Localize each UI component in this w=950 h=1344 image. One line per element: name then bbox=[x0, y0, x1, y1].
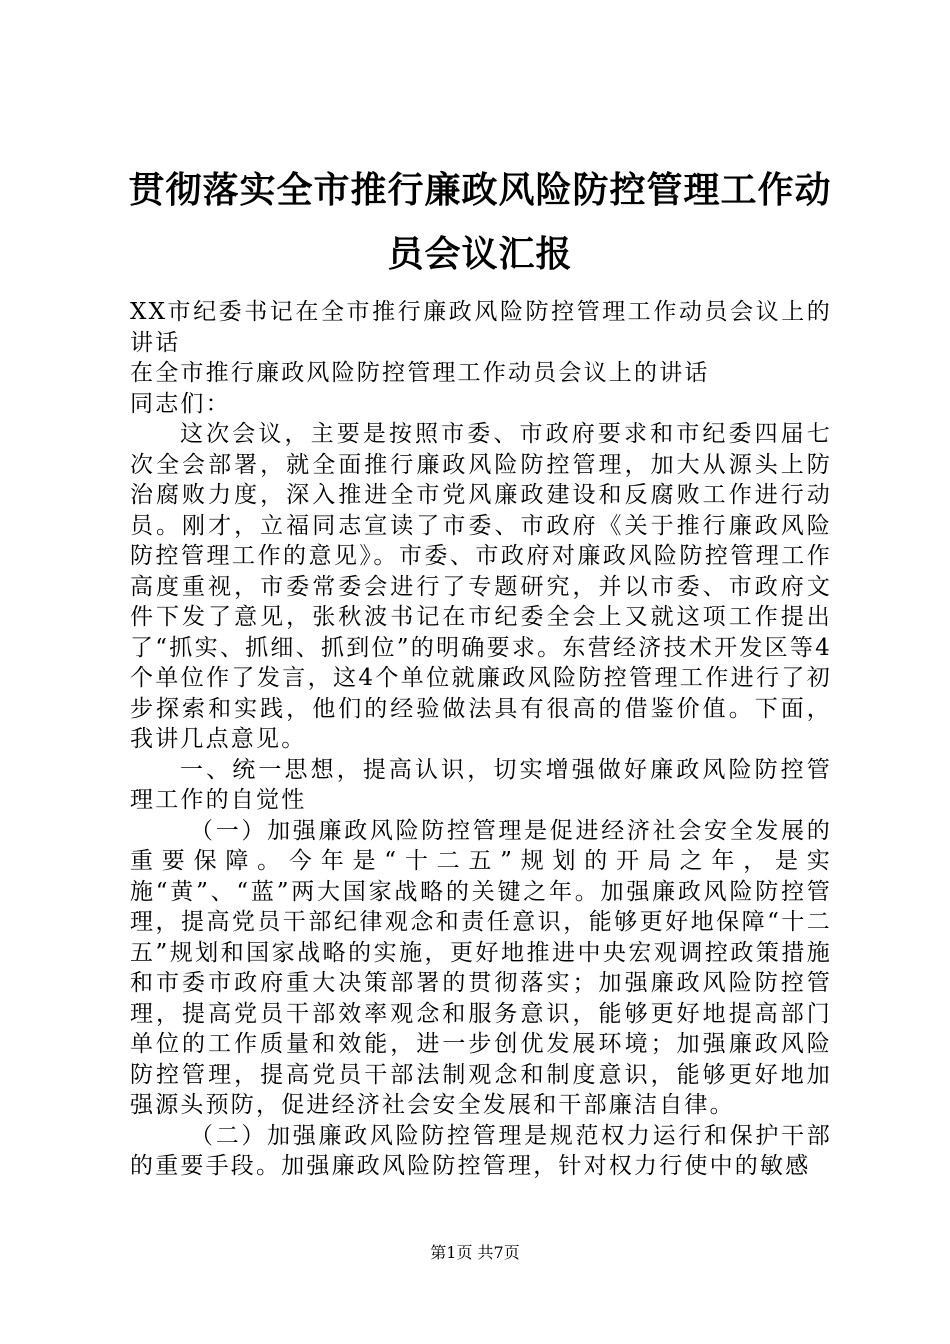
speech-heading: XX市纪委书记在全市推行廉政风险防控管理工作动员会议上的讲话 bbox=[130, 299, 832, 356]
paragraph-point-1: （一）加强廉政风险防控管理是促进经济社会安全发展的重要保障。今年是“十二五”规划的开局之年，是实施“黄”、“蓝”两大国家战略的关键之年。加强廉政风险防控管理，提高党员干部纪律观念和责任意识，能够更好地保障“十二五”规划和国家战略的实施，更好地推进中央宏观调控政策措施和市委市政府重大决策部署的贯彻落实；加强廉政风险防控管理，提高党员干部效率观念和服务意识，能够更好地提高部门单位的工作质量和效能，进一步创优发展环境；加强廉政风险防控管理，提高党员干部法制观念和制度意识，能够更好地加强源头预防，促进经济社会安全发展和干部廉洁自律。 bbox=[130, 817, 832, 1118]
page-footer: 第1页 共7页 bbox=[430, 1243, 520, 1262]
paragraph-intro: 这次会议，主要是按照市委、市政府要求和市纪委四届七次全会部署，就全面推行廉政风险防控管理，加大从源头上防治腐败力度，深入推进全市党风廉政建设和反腐败工作进行动员。刚才，立福同志宣读了市委、市政府《关于推行廉政风险防控管理工作的意见》。市委、市政府对廉政风险防控管理工作高度重视，市委常委会进行了专题研究，并以市委、市政府文件下发了意见，张秋波书记在市纪委全会上又就这项工作提出了“抓实、抓细、抓到位”的明确要求。东营经济技术开发区等4个单位作了发言，这4个单位就廉政风险防控管理工作进行了初步探索和实践，他们的经验做法具有很高的借鉴价值。下面，我讲几点意见。 bbox=[130, 421, 832, 752]
section-heading-1: 一、统一思想，提高认识，切实增强做好廉政风险防控管理工作的自觉性 bbox=[130, 756, 832, 813]
paragraph-point-2: （二）加强廉政风险防控管理是规范权力运行和保护干部的重要手段。加强廉政风险防控管理，针对权力行使中的敏感 bbox=[130, 1122, 832, 1179]
speech-subtitle: 在全市推行廉政风险防控管理工作动员会议上的讲话 bbox=[130, 360, 710, 386]
salutation: 同志们： bbox=[130, 390, 231, 417]
document-title: 贯彻落实全市推行廉政风险防控管理工作动员会议汇报 bbox=[128, 169, 832, 275]
document-body bbox=[130, 297, 832, 1182]
